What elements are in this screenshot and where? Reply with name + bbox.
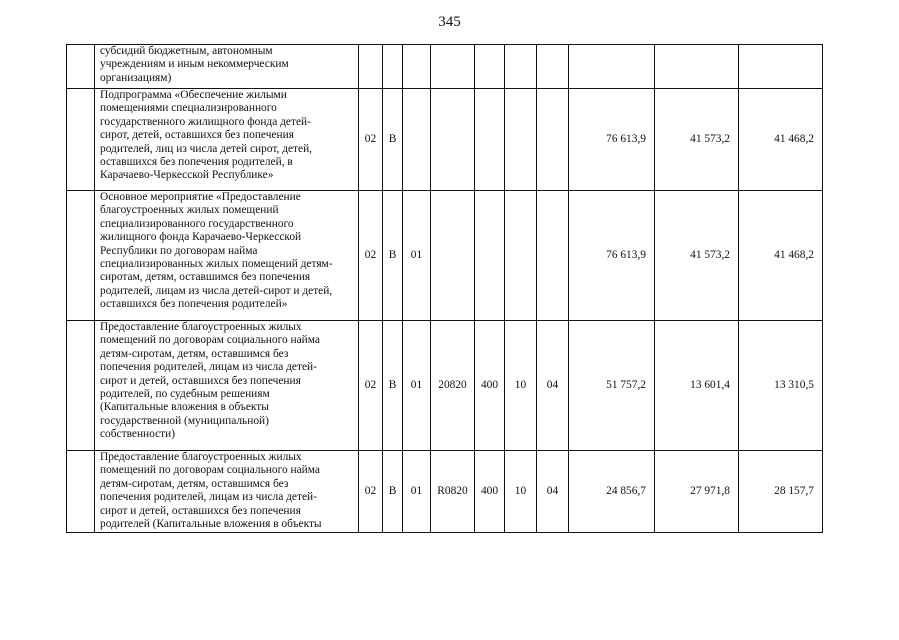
description-line: Карачаево-Черкесской Республике»: [100, 169, 274, 182]
description-cell: [95, 45, 359, 89]
code-direction-cell: [431, 45, 475, 89]
amount-year-1-cell: 24 856,7: [569, 451, 655, 533]
description-line: попечения родителей, лицам из числа детей-: [100, 491, 317, 504]
code-event-cell: 01: [403, 451, 431, 533]
code-expense-type-cell: 400: [475, 451, 505, 533]
description-line: родителей (Капитальные вложения в объекты: [100, 518, 322, 531]
description-line: Предоставление благоустроенных жилых: [100, 321, 302, 333]
description-cell: [95, 321, 359, 451]
code-subsection-cell: [537, 191, 569, 321]
row-index-cell: [67, 45, 95, 89]
row-index-cell: [67, 89, 95, 191]
table-row: [67, 89, 823, 191]
description-line: (Капитальные вложения в объекты: [100, 401, 269, 414]
code-subprogram-cell: В: [383, 89, 403, 191]
amount-year-2-cell: 27 971,8: [655, 451, 739, 533]
table-row: [67, 321, 823, 451]
page-number: 345: [438, 14, 461, 30]
code-event-cell: [403, 45, 431, 89]
code-program-cell: 02: [359, 321, 383, 451]
description-line: помещений по договорам социального найма: [100, 464, 320, 477]
description-line: помещениями специализированного: [100, 102, 277, 115]
description-line: Подпрограмма «Обеспечение жилыми: [100, 89, 287, 101]
description-line: детям-сиротам, детям, оставшимся без: [100, 347, 289, 360]
description-line: помещений по договорам социального найма: [100, 334, 320, 347]
code-subprogram-cell: [383, 45, 403, 89]
description-line: сирот, детей, оставшихся без попечения: [100, 129, 294, 142]
code-expense-type-cell: [475, 191, 505, 321]
description-line: жилищного фонда Карачаево-Черкесской: [100, 231, 302, 244]
amount-year-2-cell: 13 601,4: [655, 321, 739, 451]
code-direction-cell: [431, 89, 475, 191]
code-direction-cell: [431, 191, 475, 321]
description-line: Основное мероприятие «Предоставление: [100, 191, 301, 203]
row-index-cell: [67, 321, 95, 451]
description-line: сиротам, детям, оставшимся без попечения: [100, 271, 311, 284]
description-line: специализированных жилых помещений детям-: [100, 258, 333, 271]
description-cell: [95, 191, 359, 321]
description-line: родителей, лицам из числа детей-сирот и детей,: [100, 284, 333, 297]
description-line: попечения родителей, лицам из числа детей-: [100, 361, 317, 374]
code-section-cell: 10: [505, 321, 537, 451]
code-event-cell: 01: [403, 191, 431, 321]
description-line: государственного жилищного фонда детей-: [100, 115, 311, 128]
amount-year-3-cell: 13 310,5: [739, 321, 823, 451]
row-index-cell: [67, 191, 95, 321]
code-subprogram-cell: В: [383, 191, 403, 321]
amount-year-1-cell: [569, 45, 655, 89]
code-section-cell: [505, 45, 537, 89]
code-subprogram-cell: В: [383, 321, 403, 451]
description-line: организациям): [100, 71, 172, 84]
code-program-cell: 02: [359, 451, 383, 533]
code-direction-cell: R0820: [431, 451, 475, 533]
code-section-cell: [505, 89, 537, 191]
amount-year-3-cell: 28 157,7: [739, 451, 823, 533]
description-cell: [95, 451, 359, 533]
table-row: [67, 451, 823, 533]
code-program-cell: 02: [359, 191, 383, 321]
description-line: сирот и детей, оставшихся без попечения: [100, 374, 301, 387]
code-direction-cell: 20820: [431, 321, 475, 451]
code-expense-type-cell: [475, 89, 505, 191]
amount-year-3-cell: 41 468,2: [739, 89, 823, 191]
code-expense-type-cell: [475, 45, 505, 89]
description-line: родителей, лиц из числа детей сирот, детей,: [100, 142, 313, 155]
code-section-cell: [505, 191, 537, 321]
description-cell: [95, 89, 359, 191]
description-line: Республики по договорам найма: [100, 244, 258, 257]
amount-year-3-cell: [739, 45, 823, 89]
description-line: учреждениям и иным некоммерческим: [100, 58, 289, 71]
description-line: государственной (муниципальной): [100, 414, 269, 427]
code-program-cell: 02: [359, 89, 383, 191]
code-subsection-cell: [537, 45, 569, 89]
description-line: родителей, по судебным решениям: [100, 388, 270, 401]
code-event-cell: [403, 89, 431, 191]
amount-year-1-cell: 76 613,9: [569, 89, 655, 191]
description-line: оставшихся без попечения родителей»: [100, 298, 288, 311]
description-line: субсидий бюджетным, автономным: [100, 45, 273, 57]
description-line: детям-сиротам, детям, оставшимся без: [100, 477, 289, 490]
description-line: благоустроенных жилых помещений: [100, 204, 279, 217]
code-expense-type-cell: 400: [475, 321, 505, 451]
code-section-cell: 10: [505, 451, 537, 533]
code-subsection-cell: 04: [537, 451, 569, 533]
amount-year-1-cell: 76 613,9: [569, 191, 655, 321]
code-subsection-cell: 04: [537, 321, 569, 451]
description-line: собственности): [100, 428, 176, 441]
description-line: Предоставление благоустроенных жилых: [100, 451, 302, 463]
description-line: сирот и детей, оставшихся без попечения: [100, 504, 301, 517]
amount-year-2-cell: [655, 45, 739, 89]
row-index-cell: [67, 451, 95, 533]
amount-year-1-cell: 51 757,2: [569, 321, 655, 451]
description-line: оставшихся без попечения родителей, в: [100, 156, 293, 169]
description-line: специализированного государственного: [100, 217, 294, 230]
code-subsection-cell: [537, 89, 569, 191]
amount-year-3-cell: 41 468,2: [739, 191, 823, 321]
code-event-cell: 01: [403, 321, 431, 451]
amount-year-2-cell: 41 573,2: [655, 191, 739, 321]
budget-table: [66, 44, 823, 533]
code-program-cell: [359, 45, 383, 89]
code-subprogram-cell: В: [383, 451, 403, 533]
amount-year-2-cell: 41 573,2: [655, 89, 739, 191]
table-row: [67, 191, 823, 321]
table-row: [67, 45, 823, 89]
